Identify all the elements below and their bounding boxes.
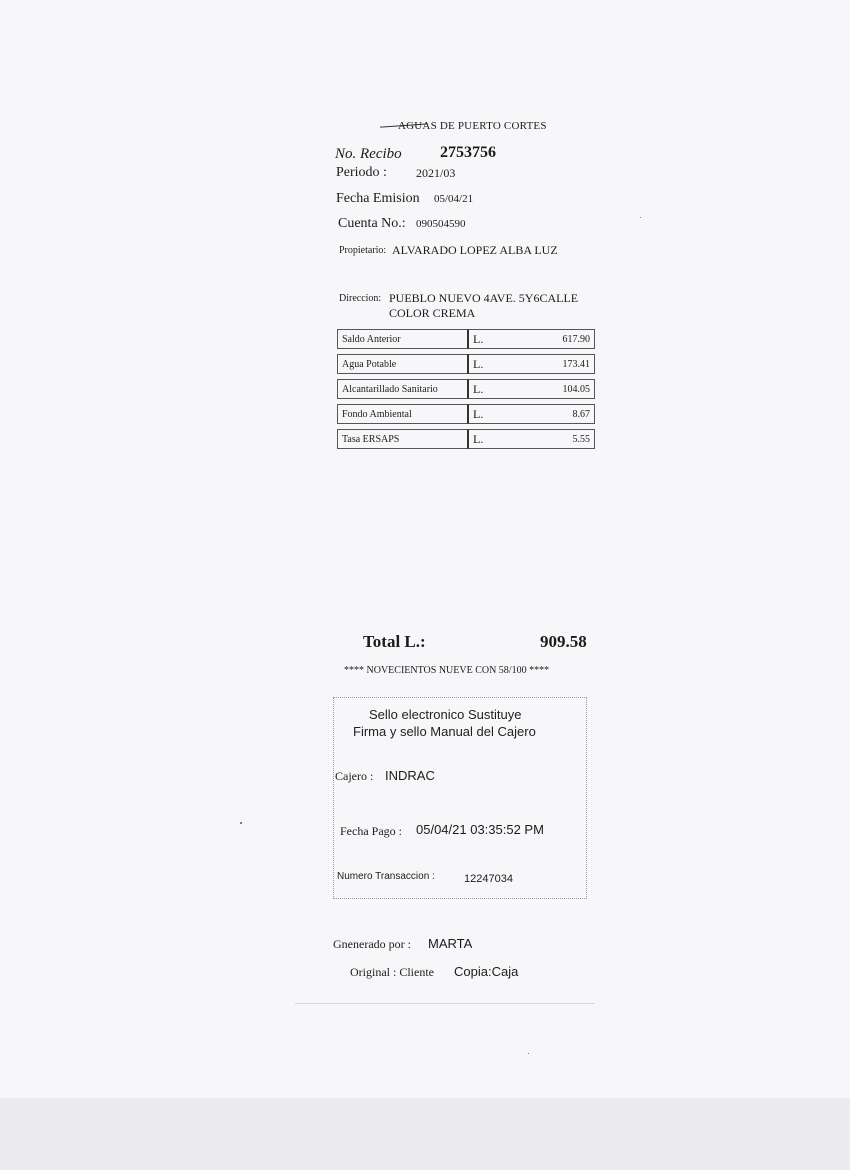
emission-date: 05/04/21 xyxy=(434,193,474,205)
table-row xyxy=(337,429,595,449)
charge-currency: L. xyxy=(467,354,489,374)
copy-original-label: Original : Cliente xyxy=(350,965,434,979)
account-number: 090504590 xyxy=(416,218,466,230)
address-line-2: COLOR CREMA xyxy=(389,306,476,320)
scan-speck xyxy=(528,1053,529,1054)
charge-amount: 104.05 xyxy=(489,379,595,399)
generated-by-label: Gnenerado por : xyxy=(333,937,411,951)
seal-line-2: Firma y sello Manual del Cajero xyxy=(353,724,536,739)
charge-currency: L. xyxy=(467,404,489,424)
charge-description: Agua Potable xyxy=(337,354,467,374)
copy-destination: Copia:Caja xyxy=(454,964,519,979)
seal-line-1: Sello electronico Sustituye xyxy=(369,707,522,722)
charge-currency: L. xyxy=(467,329,489,349)
charge-currency: L. xyxy=(467,429,489,449)
charge-amount: 173.41 xyxy=(489,354,595,374)
address-line-1: PUEBLO NUEVO 4AVE. 5Y6CALLE xyxy=(389,291,579,305)
period-label: Periodo : xyxy=(336,165,387,180)
charge-currency: L. xyxy=(467,379,489,399)
charge-description: Fondo Ambiental xyxy=(337,404,467,424)
owner-name: ALVARADO LOPEZ ALBA LUZ xyxy=(392,243,558,257)
payment-date-label: Fecha Pago : xyxy=(340,824,402,838)
table-row xyxy=(337,329,595,349)
transaction-number: 12247034 xyxy=(464,873,513,885)
charge-amount: 617.90 xyxy=(489,329,595,349)
transaction-label: Numero Transaccion : xyxy=(337,871,435,882)
charge-description: Alcantarillado Sanitario xyxy=(337,379,467,399)
emission-label: Fecha Emision xyxy=(336,191,420,206)
payment-date: 05/04/21 03:35:52 PM xyxy=(416,822,544,837)
scan-speck xyxy=(640,217,641,218)
receipt-number: 2753756 xyxy=(440,144,496,161)
table-row xyxy=(337,379,595,399)
scan-speck xyxy=(240,822,242,824)
owner-label: Propietario: xyxy=(339,245,387,256)
total-label: Total L.: xyxy=(363,632,426,651)
footer-divider xyxy=(295,1003,595,1004)
company-name: AGUAS DE PUERTO CORTES xyxy=(398,120,547,132)
total-in-words: **** NOVECIENTOS NUEVE CON 58/100 **** xyxy=(344,665,550,676)
table-row xyxy=(337,404,595,424)
address-label: Direccion: xyxy=(339,293,382,304)
scanner-bed xyxy=(0,1098,850,1170)
period-value: 2021/03 xyxy=(416,166,456,180)
cashier-label: Cajero : xyxy=(335,769,374,783)
account-label: Cuenta No.: xyxy=(338,216,406,231)
total-amount: 909.58 xyxy=(540,632,587,651)
charges-table xyxy=(337,324,595,454)
charge-description: Tasa ERSAPS xyxy=(337,429,467,449)
table-row xyxy=(337,354,595,374)
charge-amount: 8.67 xyxy=(489,404,595,424)
charge-amount: 5.55 xyxy=(489,429,595,449)
receipt-number-label: No. Recibo xyxy=(335,146,402,162)
cashier-name: INDRAC xyxy=(385,768,435,783)
generated-by-name: MARTA xyxy=(428,936,473,951)
charge-description: Saldo Anterior xyxy=(337,329,467,349)
